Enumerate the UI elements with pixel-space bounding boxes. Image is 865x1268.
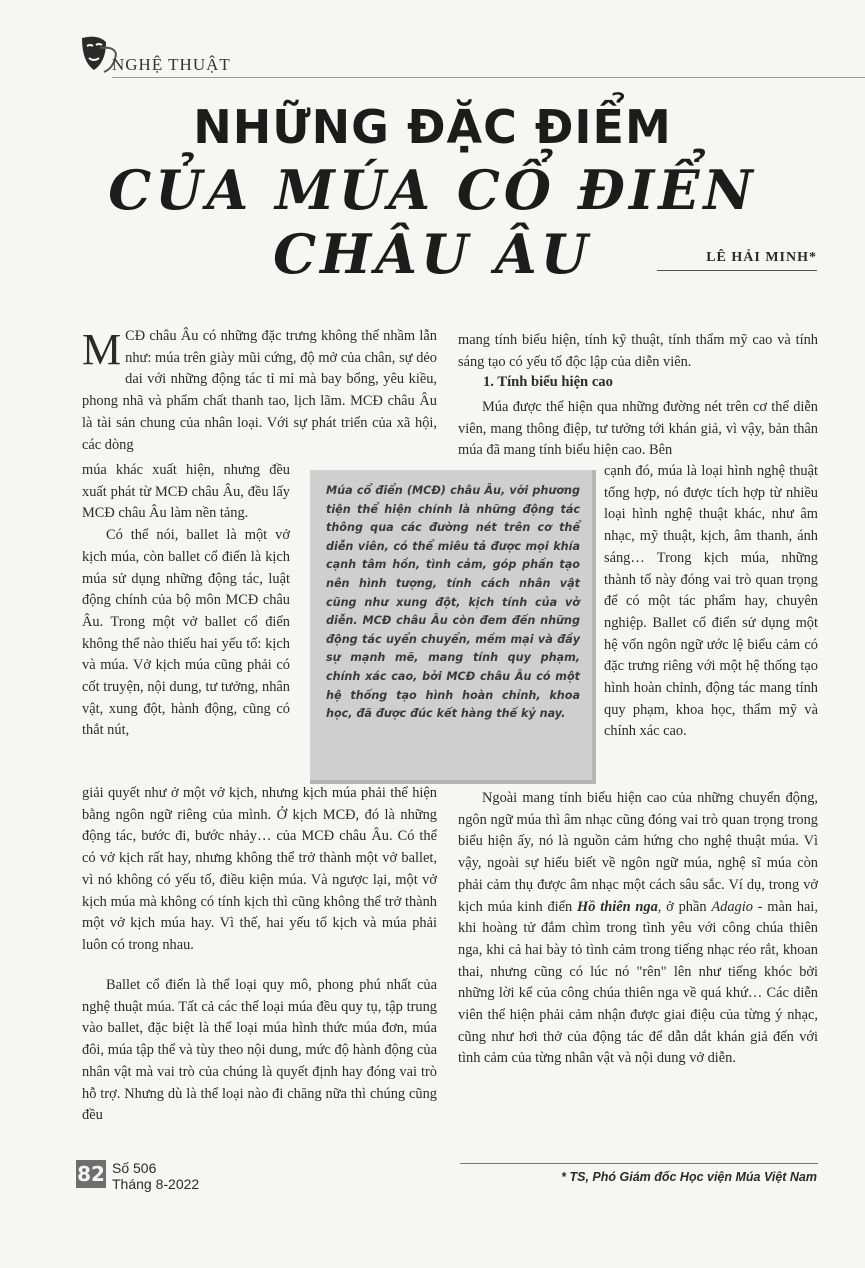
section-label: NGHỆ THUẬT xyxy=(112,55,231,74)
author-footnote: * TS, Phó Giám đốc Học viện Múa Việt Nam xyxy=(561,1170,817,1184)
right-paragraph-2a-text: Múa được thể hiện qua những đường nét trên cơ thể diễn viên, mang thông điệp, tư tưởng tới khán giả, vì vậy, bản thân múa đã mang tính biểu hiện cao. Bên xyxy=(458,399,818,459)
author-name: LÊ HẢI MINH* xyxy=(706,250,817,265)
footnote-divider xyxy=(460,1163,818,1164)
left-paragraph-4-text: Ballet cổ điển là thể loại quy mô, phong phú nhất của nghệ thuật múa. Tất cả các thể loại múa đều quy tụ, tập trung vào ballet, đặc biệt là thể loại múa hình thức múa đơn, múa đôi, múa tập thể và tùy theo nội dung, mức độ hành động của nhân vật mà vai trò của chúng là quyết định hay đóng vai trò hỗ trợ. Nhưng dù là thể loại nào đi chăng nữa thì chúng cũng đều xyxy=(82,977,437,1124)
page-number: 82 xyxy=(77,1162,105,1186)
right-paragraph-3-start: Ngoài mang tính biểu hiện cao của những chuyển động, ngôn ngữ múa thì âm nhạc cũng đóng vai trò quan trọng trong biểu hiện ấy, nó là nguồn cảm hứng cho nghệ thuật múa. Vì vậy, ngoài sự hiểu biết về ngôn ngữ múa, nghệ sĩ múa còn phải cảm thụ được âm nhạc một cách sâu sắc. Ví dụ, trong vở kịch múa kinh điển xyxy=(458,790,818,915)
adagio-term: Adagio xyxy=(711,898,753,915)
left-paragraph-1-text: CĐ châu Âu có những đặc trưng không thể nhầm lẫn như: múa trên giày mũi cứng, độ mở của chân, sự dẻo dai với những động tác tỉ mỉ mà bay bổng, yêu kiều, phong nhã và phẩm chất thanh tao, lịch lãm. MCĐ châu Âu là tài sản chung của nhân loại. Với sự phát triển của xã hội, các dòng xyxy=(82,328,437,453)
drop-cap: M xyxy=(82,325,122,374)
article-title-line-2: CỦA MÚA CỔ ĐIỂN CHÂU ÂU xyxy=(108,158,757,286)
section-heading: 1. Tính biểu hiện cao xyxy=(483,374,613,390)
left-paragraph-3 xyxy=(82,783,437,957)
right-paragraph-1-text: mang tính biểu hiện, tính kỹ thuật, tính thẩm mỹ cao và tính sáng tạo có yếu tố độc lập của diễn viên. xyxy=(458,332,818,370)
author-divider xyxy=(657,270,817,271)
right-paragraph-2a xyxy=(458,397,818,462)
article-title-line-1: NHỮNG ĐẶC ĐIỂM xyxy=(193,100,672,154)
right-paragraph-1 xyxy=(458,330,818,373)
left-paragraph-1 xyxy=(82,326,437,456)
right-paragraph-3-end: - màn hai, khi hoàng tử đắm chìm trong tình yêu với công chúa thiên nga, khi cả hai bày tỏ tình cảm trong tiếng nhạc réo rắt, khoan thai, nhưng cũng có lúc nó "rên" lên như tiếng khóc bởi những lời kể của công chúa thiên nga về quá khứ… Các diễn viên thể hiện phải cảm nhận được giai điệu của từng ý nhạc, cũng như hơi thở của động tác để dẫn dắt khán giả đến với tình cảm của từng nhân vật và nội dung vở diễn. xyxy=(458,898,818,1067)
header-divider xyxy=(112,77,865,78)
left-paragraph-2 xyxy=(82,460,290,742)
pull-quote-text: Múa cổ điển (MCĐ) châu Âu, với phương tiện thể hiện chính là những động tác thông qua các đường nét trên cơ thể diễn viên, có thể miêu tả được mọi khía cạnh tâm hồn, tình cảm, góp phần tạo nên hình tượng, tính cách nhân vật cũng như xung đột, kịch tính của vở diễn. MCĐ châu Âu còn đem đến những động tác uyển chuyển, mềm mại và đầy sự mạnh mẽ, mang tính quy phạm, chính xác cao, bởi MCĐ châu Âu có một hệ thống tạo hình hoàn chỉnh, khoa học, đã được đúc kết hàng thế kỷ nay. xyxy=(326,484,580,721)
work-title: Hồ thiên nga xyxy=(577,898,658,915)
left-paragraph-4 xyxy=(82,975,437,1127)
right-paragraph-3 xyxy=(458,788,818,1070)
right-paragraph-3-mid: , ở phần xyxy=(657,898,712,915)
right-paragraph-2b-text: cạnh đó, múa là loại hình nghệ thuật tổng hợp, nó được tích hợp từ nhiều loại hình nghệ thuật khác, như âm nhạc, mỹ thuật, kịch, âm thanh, ánh sáng… Trong kịch múa, những thành tố này đóng vai trò quan trọng để có một tác phẩm hay, chuyên nghiệp. Ballet cổ điển sử dụng một hệ vốn ngôn ngữ ước lệ biểu cảm có đặc trưng riêng với một hệ thống tạo hình hoàn chỉnh, động tác mang tính quy phạm, khoa học, thẩm mỹ và chính xác cao. xyxy=(604,463,818,740)
left-paragraph-2a: múa khác xuất hiện, nhưng đều xuất phát từ MCĐ châu Âu, đều lấy MCĐ châu Âu làm nền tảng. xyxy=(82,462,290,522)
issue-number: Số 506 xyxy=(112,1160,157,1176)
left-paragraph-2b: Có thể nói, ballet là một vở kịch múa, còn ballet cổ điển là kịch múa sử dụng những động tác, luật động chính của bộ môn MCĐ châu Âu. Trong một vở ballet cổ điển không thể nào thiếu hai yếu tố: kịch và múa. Vở kịch múa cũng phải có cốt truyện, nội dung, tư tưởng, nhân vật, xung đột, hành động, cũng có thắt nút, xyxy=(82,527,290,739)
right-paragraph-2b xyxy=(604,461,818,743)
issue-date: Tháng 8-2022 xyxy=(112,1176,200,1192)
left-paragraph-3-text: giải quyết như ở một vở kịch, nhưng kịch múa phải thể hiện bằng ngôn ngữ riêng của mình. Ở kịch MCĐ, đó là những động tác, bước đi, bước nhảy… của MCĐ châu Âu. Có thể có vở kịch rất hay, nhưng không thể trở thành một vở ballet, vì nó không có yếu tố, điều kiện múa. Và ngược lại, một vở kịch múa mà không có tính kịch thì cũng không thể trở thành một vở kịch múa hay. Vì thế, hai yếu tố kịch và múa phải luôn có trong nhau. xyxy=(82,785,437,953)
